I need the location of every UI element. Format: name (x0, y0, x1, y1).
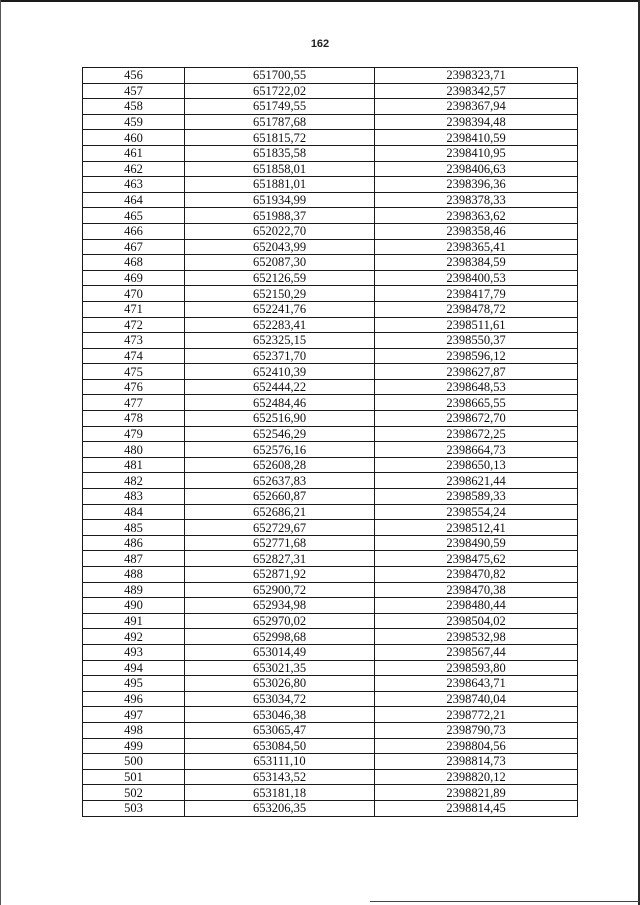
y-coordinate-cell: 2398490,59 (375, 535, 578, 551)
y-coordinate-cell: 2398648,53 (375, 379, 578, 395)
point-number-cell: 498 (83, 722, 185, 738)
point-number-cell: 497 (83, 707, 185, 723)
x-coordinate-cell: 651881,01 (185, 177, 375, 193)
y-coordinate-cell: 2398740,04 (375, 691, 578, 707)
table-row (83, 83, 578, 99)
page-number: 162 (310, 38, 330, 50)
point-number-cell: 491 (83, 613, 185, 629)
point-number-cell: 457 (83, 83, 185, 99)
x-coordinate-cell: 651722,02 (185, 83, 375, 99)
y-coordinate-cell: 2398532,98 (375, 629, 578, 645)
point-number-cell: 464 (83, 192, 185, 208)
x-coordinate-cell: 651700,55 (185, 68, 375, 84)
table-row (83, 629, 578, 645)
x-coordinate-cell: 653206,35 (185, 800, 375, 816)
y-coordinate-cell: 2398664,73 (375, 442, 578, 458)
point-number-cell: 467 (83, 239, 185, 255)
point-number-cell: 488 (83, 567, 185, 583)
table-row (83, 270, 578, 286)
y-coordinate-cell: 2398554,24 (375, 504, 578, 520)
y-coordinate-cell: 2398820,12 (375, 769, 578, 785)
x-coordinate-cell: 652283,41 (185, 317, 375, 333)
y-coordinate-cell: 2398511,61 (375, 317, 578, 333)
y-coordinate-cell: 2398323,71 (375, 68, 578, 84)
x-coordinate-cell: 652410,39 (185, 364, 375, 380)
table-row (83, 707, 578, 723)
table-row (83, 567, 578, 583)
point-number-cell: 476 (83, 379, 185, 395)
x-coordinate-cell: 651858,01 (185, 161, 375, 177)
point-number-cell: 483 (83, 489, 185, 505)
point-number-cell: 469 (83, 270, 185, 286)
x-coordinate-cell: 652660,87 (185, 489, 375, 505)
table-row (83, 582, 578, 598)
x-coordinate-cell: 652934,98 (185, 598, 375, 614)
table-row (83, 192, 578, 208)
point-number-cell: 500 (83, 754, 185, 770)
x-coordinate-cell: 653014,49 (185, 644, 375, 660)
table-row (83, 130, 578, 146)
y-coordinate-cell: 2398665,55 (375, 395, 578, 411)
y-coordinate-cell: 2398804,56 (375, 738, 578, 754)
point-number-cell: 495 (83, 676, 185, 692)
scan-border-bottom (370, 901, 640, 902)
x-coordinate-cell: 652022,70 (185, 223, 375, 239)
table-row (83, 208, 578, 224)
point-number-cell: 463 (83, 177, 185, 193)
table-row (83, 504, 578, 520)
y-coordinate-cell: 2398672,25 (375, 426, 578, 442)
point-number-cell: 473 (83, 333, 185, 349)
table-row (83, 426, 578, 442)
x-coordinate-cell: 652900,72 (185, 582, 375, 598)
point-number-cell: 466 (83, 223, 185, 239)
x-coordinate-cell: 653026,80 (185, 676, 375, 692)
y-coordinate-cell: 2398512,41 (375, 520, 578, 536)
point-number-cell: 462 (83, 161, 185, 177)
table-row (83, 301, 578, 317)
table-row (83, 489, 578, 505)
scan-border-top (0, 0, 640, 2)
coordinates-table-body (83, 68, 578, 817)
x-coordinate-cell: 652729,67 (185, 520, 375, 536)
y-coordinate-cell: 2398814,73 (375, 754, 578, 770)
table-row (83, 411, 578, 427)
y-coordinate-cell: 2398342,57 (375, 83, 578, 99)
table-row (83, 535, 578, 551)
y-coordinate-cell: 2398365,41 (375, 239, 578, 255)
table-row (83, 379, 578, 395)
y-coordinate-cell: 2398417,79 (375, 286, 578, 302)
point-number-cell: 465 (83, 208, 185, 224)
x-coordinate-cell: 652087,30 (185, 255, 375, 271)
point-number-cell: 496 (83, 691, 185, 707)
table-row (83, 800, 578, 816)
table-row (83, 442, 578, 458)
point-number-cell: 468 (83, 255, 185, 271)
y-coordinate-cell: 2398790,73 (375, 722, 578, 738)
table-row (83, 223, 578, 239)
y-coordinate-cell: 2398410,95 (375, 145, 578, 161)
table-row (83, 520, 578, 536)
y-coordinate-cell: 2398589,33 (375, 489, 578, 505)
x-coordinate-cell: 653021,35 (185, 660, 375, 676)
x-coordinate-cell: 652546,29 (185, 426, 375, 442)
y-coordinate-cell: 2398643,71 (375, 676, 578, 692)
x-coordinate-cell: 651835,58 (185, 145, 375, 161)
y-coordinate-cell: 2398596,12 (375, 348, 578, 364)
x-coordinate-cell: 651815,72 (185, 130, 375, 146)
table-row (83, 99, 578, 115)
y-coordinate-cell: 2398378,33 (375, 192, 578, 208)
y-coordinate-cell: 2398406,63 (375, 161, 578, 177)
point-number-cell: 458 (83, 99, 185, 115)
table-row (83, 738, 578, 754)
table-row (83, 660, 578, 676)
x-coordinate-cell: 652241,76 (185, 301, 375, 317)
table-row (83, 364, 578, 380)
point-number-cell: 487 (83, 551, 185, 567)
point-number-cell: 501 (83, 769, 185, 785)
x-coordinate-cell: 651787,68 (185, 114, 375, 130)
point-number-cell: 472 (83, 317, 185, 333)
y-coordinate-cell: 2398367,94 (375, 99, 578, 115)
point-number-cell: 482 (83, 473, 185, 489)
y-coordinate-cell: 2398475,62 (375, 551, 578, 567)
x-coordinate-cell: 653143,52 (185, 769, 375, 785)
x-coordinate-cell: 652325,15 (185, 333, 375, 349)
point-number-cell: 459 (83, 114, 185, 130)
table-row (83, 754, 578, 770)
y-coordinate-cell: 2398627,87 (375, 364, 578, 380)
y-coordinate-cell: 2398363,62 (375, 208, 578, 224)
point-number-cell: 485 (83, 520, 185, 536)
table-row (83, 333, 578, 349)
table-row (83, 613, 578, 629)
y-coordinate-cell: 2398470,38 (375, 582, 578, 598)
x-coordinate-cell: 653034,72 (185, 691, 375, 707)
table-row (83, 676, 578, 692)
y-coordinate-cell: 2398470,82 (375, 567, 578, 583)
x-coordinate-cell: 651934,99 (185, 192, 375, 208)
point-number-cell: 461 (83, 145, 185, 161)
y-coordinate-cell: 2398593,80 (375, 660, 578, 676)
point-number-cell: 481 (83, 457, 185, 473)
table-row (83, 177, 578, 193)
table-row (83, 551, 578, 567)
table-row (83, 691, 578, 707)
point-number-cell: 478 (83, 411, 185, 427)
x-coordinate-cell: 652686,21 (185, 504, 375, 520)
point-number-cell: 499 (83, 738, 185, 754)
y-coordinate-cell: 2398410,59 (375, 130, 578, 146)
point-number-cell: 490 (83, 598, 185, 614)
y-coordinate-cell: 2398394,48 (375, 114, 578, 130)
y-coordinate-cell: 2398650,13 (375, 457, 578, 473)
point-number-cell: 484 (83, 504, 185, 520)
point-number-cell: 492 (83, 629, 185, 645)
x-coordinate-cell: 652484,46 (185, 395, 375, 411)
point-number-cell: 477 (83, 395, 185, 411)
x-coordinate-cell: 652126,59 (185, 270, 375, 286)
x-coordinate-cell: 652771,68 (185, 535, 375, 551)
y-coordinate-cell: 2398550,37 (375, 333, 578, 349)
table-row (83, 68, 578, 84)
y-coordinate-cell: 2398358,46 (375, 223, 578, 239)
y-coordinate-cell: 2398621,44 (375, 473, 578, 489)
x-coordinate-cell: 652150,29 (185, 286, 375, 302)
table-row (83, 145, 578, 161)
table-row (83, 722, 578, 738)
y-coordinate-cell: 2398384,59 (375, 255, 578, 271)
point-number-cell: 479 (83, 426, 185, 442)
y-coordinate-cell: 2398478,72 (375, 301, 578, 317)
x-coordinate-cell: 653181,18 (185, 785, 375, 801)
point-number-cell: 480 (83, 442, 185, 458)
table-row (83, 161, 578, 177)
table-row (83, 785, 578, 801)
point-number-cell: 494 (83, 660, 185, 676)
table-row (83, 348, 578, 364)
point-number-cell: 475 (83, 364, 185, 380)
x-coordinate-cell: 653084,50 (185, 738, 375, 754)
scan-border-left (0, 0, 1, 905)
table-row (83, 473, 578, 489)
table-row (83, 395, 578, 411)
x-coordinate-cell: 652827,31 (185, 551, 375, 567)
x-coordinate-cell: 652444,22 (185, 379, 375, 395)
y-coordinate-cell: 2398480,44 (375, 598, 578, 614)
x-coordinate-cell: 652043,99 (185, 239, 375, 255)
point-number-cell: 503 (83, 800, 185, 816)
table-row (83, 317, 578, 333)
point-number-cell: 470 (83, 286, 185, 302)
y-coordinate-cell: 2398772,21 (375, 707, 578, 723)
x-coordinate-cell: 651988,37 (185, 208, 375, 224)
x-coordinate-cell: 651749,55 (185, 99, 375, 115)
coordinates-table (82, 67, 578, 817)
x-coordinate-cell: 652998,68 (185, 629, 375, 645)
x-coordinate-cell: 652637,83 (185, 473, 375, 489)
point-number-cell: 486 (83, 535, 185, 551)
table-row (83, 644, 578, 660)
x-coordinate-cell: 653065,47 (185, 722, 375, 738)
y-coordinate-cell: 2398400,53 (375, 270, 578, 286)
point-number-cell: 493 (83, 644, 185, 660)
table-row (83, 286, 578, 302)
x-coordinate-cell: 652371,70 (185, 348, 375, 364)
x-coordinate-cell: 652871,92 (185, 567, 375, 583)
point-number-cell: 489 (83, 582, 185, 598)
y-coordinate-cell: 2398567,44 (375, 644, 578, 660)
table-row (83, 255, 578, 271)
y-coordinate-cell: 2398821,89 (375, 785, 578, 801)
y-coordinate-cell: 2398504,02 (375, 613, 578, 629)
x-coordinate-cell: 652608,28 (185, 457, 375, 473)
table-row (83, 239, 578, 255)
table-row (83, 457, 578, 473)
table-row (83, 114, 578, 130)
x-coordinate-cell: 653046,38 (185, 707, 375, 723)
x-coordinate-cell: 652970,02 (185, 613, 375, 629)
x-coordinate-cell: 652576,16 (185, 442, 375, 458)
point-number-cell: 474 (83, 348, 185, 364)
point-number-cell: 502 (83, 785, 185, 801)
x-coordinate-cell: 653111,10 (185, 754, 375, 770)
point-number-cell: 456 (83, 68, 185, 84)
point-number-cell: 471 (83, 301, 185, 317)
y-coordinate-cell: 2398672,70 (375, 411, 578, 427)
y-coordinate-cell: 2398396,36 (375, 177, 578, 193)
x-coordinate-cell: 652516,90 (185, 411, 375, 427)
table-row (83, 769, 578, 785)
y-coordinate-cell: 2398814,45 (375, 800, 578, 816)
table-row (83, 598, 578, 614)
point-number-cell: 460 (83, 130, 185, 146)
